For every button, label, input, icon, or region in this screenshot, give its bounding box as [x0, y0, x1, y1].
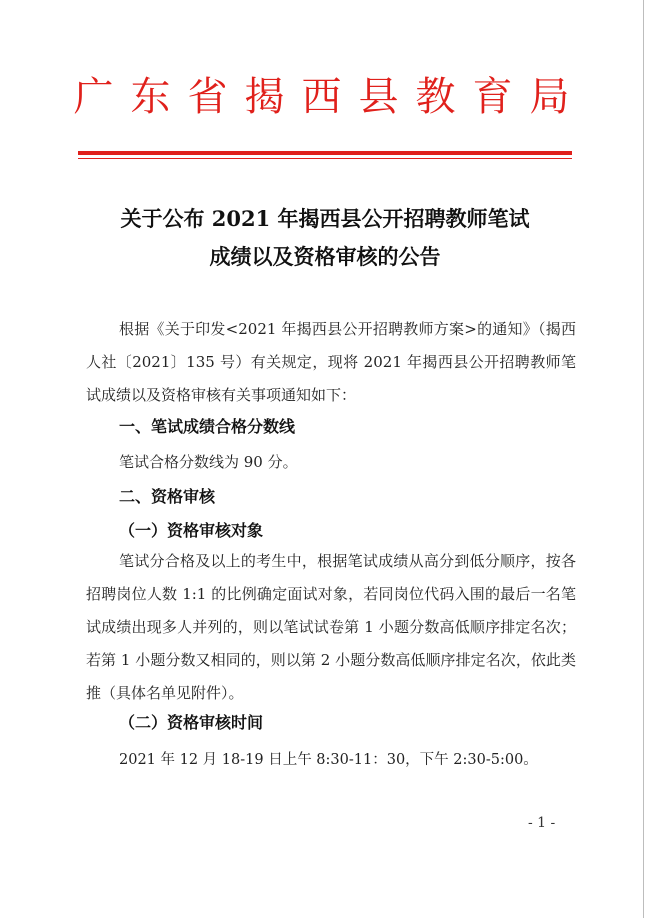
subsection-2-heading: （二）资格审核时间 [119, 713, 264, 732]
page-edge-line [643, 0, 644, 918]
header-rule-thin [78, 158, 572, 159]
page-number: - 1 - [528, 815, 556, 831]
subsection-1-paragraph: 笔试分合格及以上的考生中，根据笔试成绩从高分到低分顺序，按各招聘岗位人数 1:1 的比例确定面试对象，若同岗位代码入围的最后一名笔试成绩出现多人并列的，则以笔试试卷第 1 小题分数高低顺序排定名次；若第 1 小题分数又相同的，则以第 2 小题分数高低顺序排定名次，依此类推（具体名单见附件）。 [86, 552, 576, 702]
issuer-header: 广东省揭西县教育局 [73, 74, 587, 120]
subsection-2-text: 2021 年 12 月 18-19 日上午 8:30-11：30，下午 2:30-5:00。 [119, 752, 538, 768]
section-2-heading: 二、资格审核 [119, 487, 216, 506]
intro-paragraph: 根据《关于印发<2021 年揭西县公开招聘教师方案>的通知》（揭西人社〔2021〕135 号）有关规定，现将 2021 年揭西县公开招聘教师笔试成绩以及资格审核有关事项通知如下： [86, 320, 576, 404]
subsection-1-heading: （一）资格审核对象 [119, 521, 264, 540]
header-rule-thick [78, 151, 572, 155]
section-1-text: 笔试合格分数线为 90 分。 [119, 453, 298, 471]
document-title-line-1: 关于公布 2021 年揭西县公开招聘教师笔试 [120, 206, 530, 231]
section-1-heading: 一、笔试成绩合格分数线 [119, 417, 296, 436]
document-title-line-2: 成绩以及资格审核的公告 [209, 244, 441, 269]
